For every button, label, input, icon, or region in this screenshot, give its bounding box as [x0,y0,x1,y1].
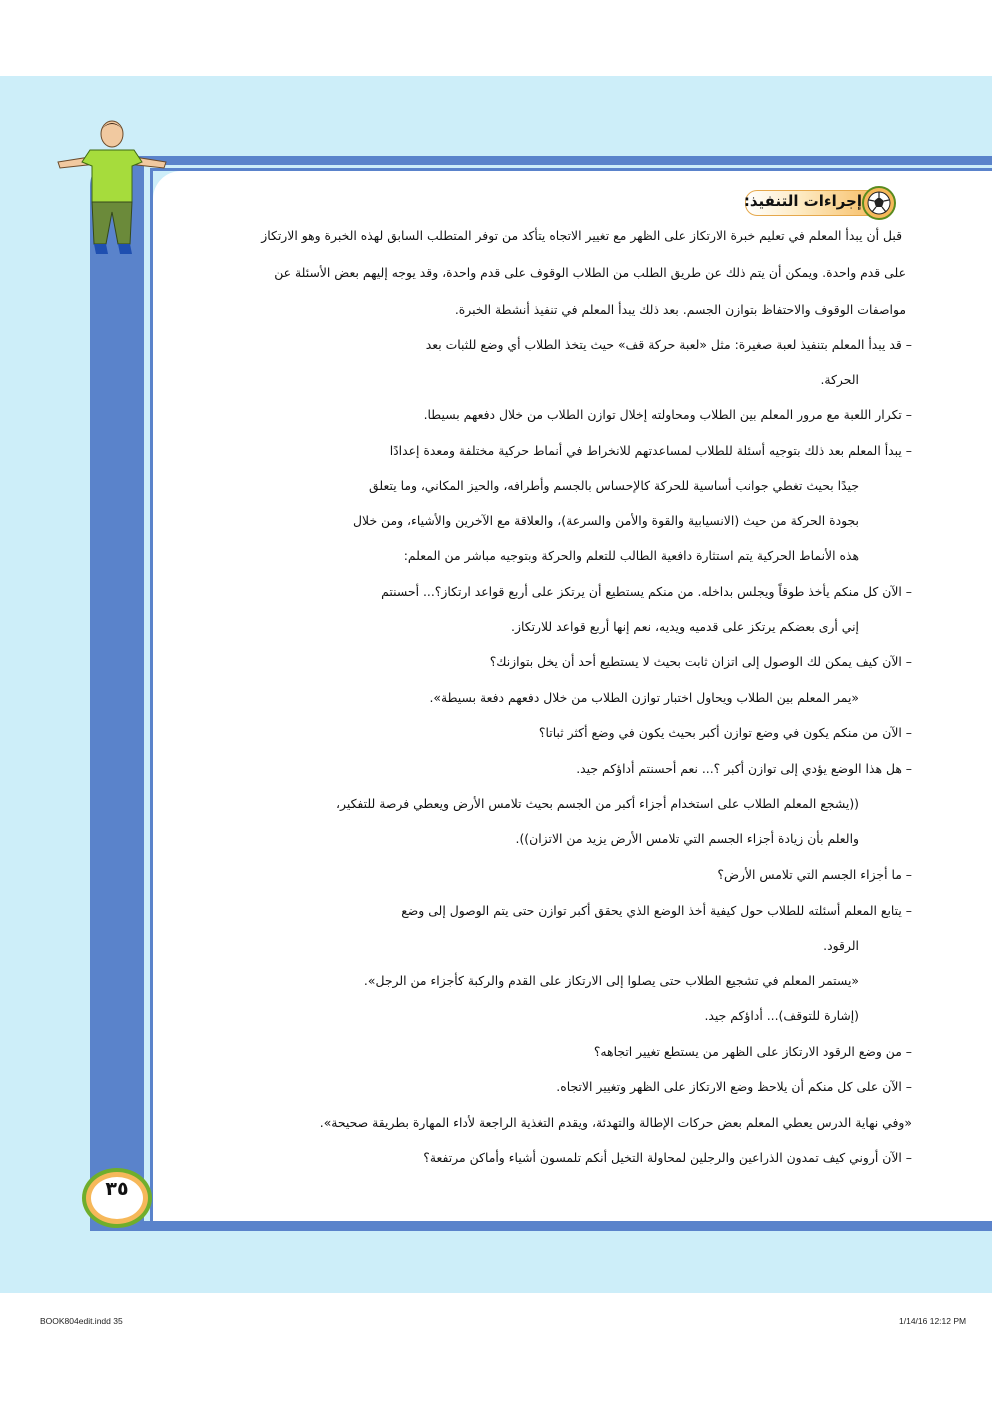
bullet-line: الرقود. [823,938,859,953]
bullet-line: «يستمر المعلم في تشجيع الطلاب حتى يصلوا إلى الارتكاز على القدم والركبة كأجزاء من الرجل». [363,973,859,988]
bullet-line: – الآن على كل منكم أن يلاحظ وضع الارتكاز على الظهر وتغيير الاتجاه. [556,1079,912,1094]
bullet-line: إني أرى بعضكم يرتكز على قدميه ويديه، نعم إنها أربع قواعد للارتكاز. [511,619,859,634]
soccer-ball-icon [862,186,896,220]
balancing-boy-illustration [52,112,172,262]
bullet-line: – هل هذا الوضع يؤدي إلى توازن أكبر ؟... نعم أحسنتم أداؤكم جيد. [576,761,912,776]
page-frame-bottom [90,1221,992,1231]
bullet-line: – تكرار اللعبة مع مرور المعلم بين الطلاب ومحاولته إخلال توازن الطلاب من خلال دفعهم بسيطا. [423,407,912,422]
bullet-line: «يمر المعلم بين الطلاب ويحاول اختبار توازن الطلاب من خلال دفعهم دفعة بسيطة». [429,690,859,705]
bullet-line: الحركة. [820,372,859,387]
bullet-line: – الآن كيف يمكن لك الوصول إلى اتزان ثابت بحيث لا يستطيع أحد أن يخل بتوازنك؟ [489,654,912,669]
bullet-line: هذه الأنماط الحركية يتم استثارة دافعية الطالب للتعلم والحركة وبتوجيه مباشر من المعلم: [403,548,859,563]
paragraph-line: على قدم واحدة. ويمكن أن يتم ذلك عن طريق الطلب من الطلاب الوقوف على قدم واحدة، وقد يوجه إليهم بعض الأسئلة عن [274,265,906,280]
bullet-line: – الآن كل منكم يأخذ طوقاً ويجلس بداخله. من منكم يستطيع أن يرتكز على أربع قواعد ارتكاز؟... أحسنتم [381,584,912,599]
bullet-line: – الآن أروني كيف تمدون الذراعين والرجلين لمحاولة التخيل أنكم تلمسون أشياء وأماكن مرتفعة؟ [423,1150,912,1165]
paragraph-line: مواصفات الوقوف والاحتفاظ بتوازن الجسم. بعد ذلك يبدأ المعلم في تنفيذ أنشطة الخبرة. [454,302,906,317]
bullet-line: ((يشجع المعلم الطلاب على استخدام أجزاء أكبر من الجسم بحيث تلامس الأرض ويعطي فرصة للتفكير، [336,796,859,811]
page-frame-top [90,156,992,165]
bullet-line: – الآن من منكم يكون في وضع توازن أكبر بحيث يكون في وضع أكثر ثباتا؟ [538,725,912,740]
bullet-line: بجودة الحركة من حيث (الانسيابية والقوة والأمن والسرعة)، والعلاقة مع الآخرين والأشياء، ومن خلال [353,513,859,528]
page-frame-left-inner [150,168,153,1228]
bullet-line: – يبدأ المعلم بعد ذلك بتوجيه أسئلة للطلاب لمساعدتهم للانخراط في أنماط حركية مختلفة ومعدة إعدادًا [389,443,912,458]
bullet-line: – قد يبدأ المعلم بتنفيذ لعبة صغيرة: مثل «لعبة حركة قف» حيث يتخذ الطلاب أي وضع للثبات بعد [425,337,912,352]
page-number: ٣٥ [105,1178,129,1200]
bullet-line: والعلم بأن زيادة أجزاء الجسم التي تلامس الأرض يزيد من الاتزان)). [515,831,859,846]
page-frame-top-inner [150,168,992,171]
section-heading: إجراءات التنفيذ: [743,192,862,210]
bullet-line: – ما أجزاء الجسم التي تلامس الأرض؟ [717,867,912,882]
paragraph-line: قبل أن يبدأ المعلم في تعليم خبرة الارتكاز على الظهر مع تغيير الاتجاه يتأكد من توفر المتطلب السابق لهذه الخبرة وهو الارتكاز [261,228,902,243]
bullet-line: «وفي نهاية الدرس يعطي المعلم بعض حركات الإطالة والتهدئة، ويقدم التغذية الراجعة لأداء المهارة بطريقة صحيحة». [319,1115,912,1130]
bullet-line: جيدًا بحيث تغطي جوانب أساسية للحركة كالإحساس بالجسم وأطرافه، والحيز المكاني، وما يتعلق [369,478,859,493]
bullet-line: – يتابع المعلم أسئلته للطلاب حول كيفية أخذ الوضع الذي يحقق أكبر توازن حتى يتم الوصول إلى وضع [401,903,912,918]
bullet-line: – من وضع الرقود الارتكاز على الظهر من يستطع تغيير اتجاهه؟ [593,1044,912,1059]
footer-filename: BOOK804edit.indd 35 [40,1316,123,1326]
footer-timestamp: 1/14/16 12:12 PM [899,1316,967,1326]
page-frame-left [90,156,144,1231]
bullet-line: (إشارة للتوقف)... أداؤكم جيد. [704,1008,859,1023]
